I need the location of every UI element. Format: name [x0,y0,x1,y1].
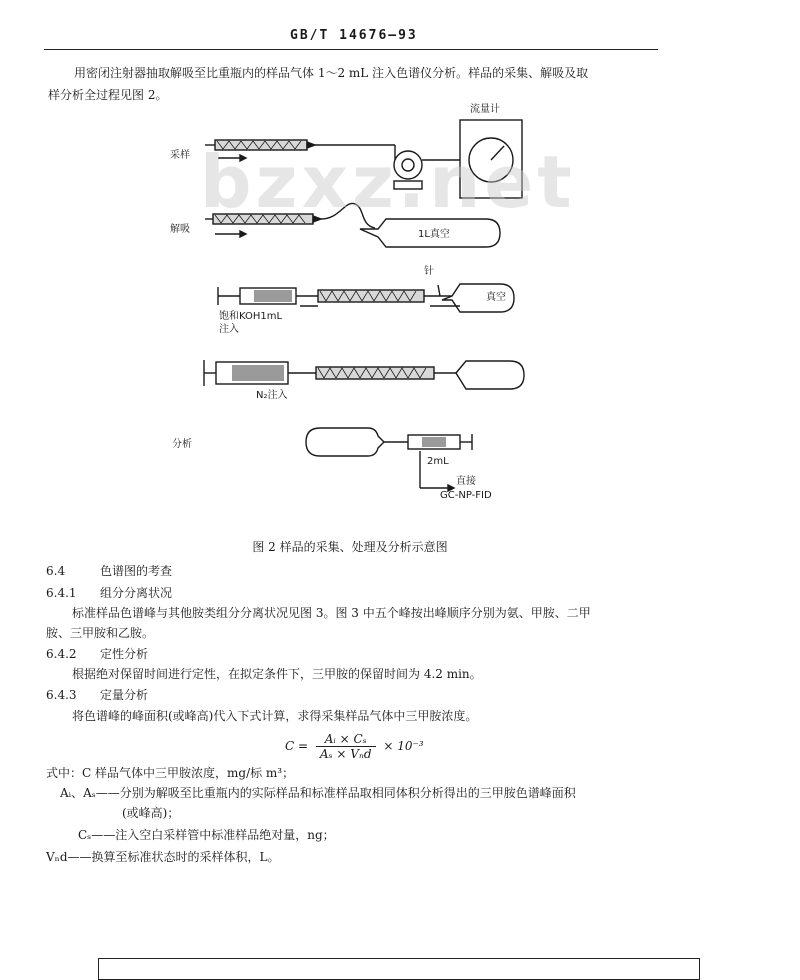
formula-lhs: C = [285,739,309,753]
definition-text: ——分别为解吸至比重瓶内的实际样品和标准样品取相同体积分析得出的三甲胺色谱峰面积 [95,786,576,800]
definition-c [46,764,294,781]
definition-text: ——注入空白采样管中标准样品绝对量，ng； [91,828,335,842]
concentration-formula [285,732,424,761]
section-6-4-3-body: 将色谱峰的峰面积(或峰高)代入下式计算，求得采集样品气体中三甲胺浓度。 [72,709,478,723]
label-gc: GC-NP-FID [440,490,492,501]
definition-vnd [46,848,280,865]
section-6-4-2-body: 根据绝对保留时间进行定性，在拟定条件下，三甲胺的保留时间为 4.2 min。 [72,667,482,681]
definition-text: ——换算至标准状态时的采样体积，L。 [67,850,280,864]
section-number: 6.4 [46,564,66,578]
definition-text: 样品气体中三甲胺浓度，mg/标 m³； [91,766,295,780]
section-6-4-1-body-line-2: 胺、三甲胺和乙胺。 [46,626,155,640]
label-inject: 注入 [219,324,239,335]
label-direct: 直接 [456,476,476,487]
label-n2-inject: N₂注入 [256,390,288,401]
section-6-4-2-heading [46,645,148,662]
label-vacuum-1l: 1L真空 [418,229,450,240]
formula-numerator: Aᵢ × Cₛ [316,732,376,747]
definition-ai-as-cont [122,804,179,821]
section-6-4-3-heading [46,686,148,703]
section-6-4-1-heading [46,584,172,601]
section-6-4-1-body-line-1: 标准样品色谱峰与其他胺类组分分离状况见图 3。图 3 中五个峰按出峰顺序分别为氨、甲胺、二甲 [72,606,591,620]
definition-symbol: 式中：C [46,766,92,780]
definition-ai-as [60,784,576,801]
label-koh: 饱和KOH1mL [219,311,283,322]
section-number: 6.4.1 [46,586,77,600]
formula-tail: × 10⁻³ [383,739,424,753]
section-title: 色谱图的考查 [100,564,173,578]
section-title: 定性分析 [100,647,149,661]
section-title: 定量分析 [100,688,149,702]
section-6-4-heading [46,562,172,579]
label-analysis: 分析 [172,439,192,450]
desorption-tube-2 [300,290,452,306]
definition-symbol: Cₛ [78,828,92,842]
label-flowmeter: 流量计 [470,104,500,115]
intro-line-1: 用密闭注射器抽取解吸至比重瓶内的样品气体 1～2 mL 注入色谱仪分析。样品的采集、解吸及取 [74,66,589,80]
desorption-tube-3 [316,367,456,379]
section-number: 6.4.2 [46,647,77,661]
standard-code: GB/T 14676—93 [290,28,418,43]
footer-frame [98,958,700,980]
definition-text: (或峰高)； [122,806,180,820]
definition-symbol: Aᵢ、Aₛ [60,786,96,800]
label-vacuum: 真空 [486,292,506,303]
formula-fraction [316,732,376,761]
definition-cs [78,826,335,843]
label-desorption: 解吸 [170,224,190,235]
definition-symbol: Vₙd [46,850,68,864]
label-sampling: 采样 [170,150,190,161]
section-number: 6.4.3 [46,688,77,702]
formula-denominator: Aₛ × Vₙd [319,747,372,761]
bottle-n2 [456,361,524,389]
bottle-analysis [306,428,408,456]
figure-caption: 图 2 样品的采集、处理及分析示意图 [252,540,448,554]
watermark: bzxz.net [200,140,576,224]
n2-syringe [204,360,316,386]
koh-syringe [218,287,318,305]
section-title: 组分分离状况 [100,586,173,600]
label-needle: 针 [424,266,434,277]
intro-line-2: 样分析全过程见图 2。 [48,88,168,102]
label-2ml: 2mL [427,456,449,467]
